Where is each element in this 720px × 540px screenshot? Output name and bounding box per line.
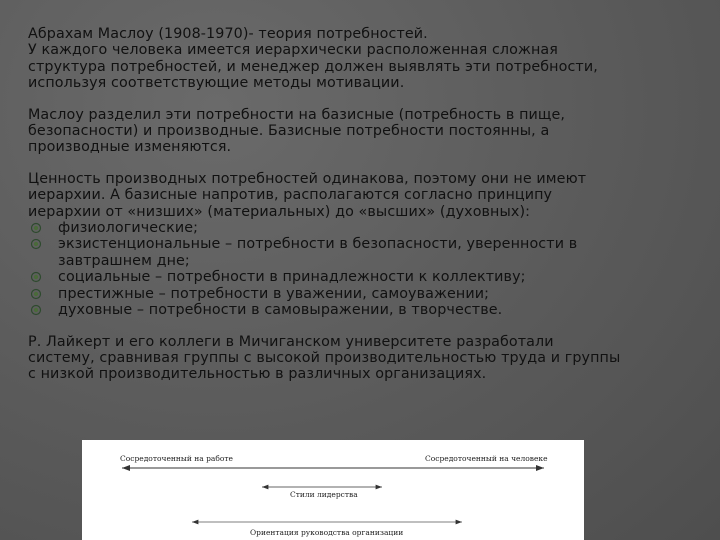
text-line: Маслоу разделил эти потребности на базисные (потребность в пище, bbox=[28, 106, 566, 123]
list-item-text: экзистенциональные – потребности в безопасности, уверенности в bbox=[58, 236, 578, 253]
text-line: производные изменяются. bbox=[28, 139, 232, 156]
figure-right-label: Сосредоточенный на человеке bbox=[425, 454, 548, 463]
list-item-text: физиологические; bbox=[58, 220, 199, 237]
circle-bullet-icon bbox=[30, 222, 42, 234]
slide-content bbox=[28, 26, 700, 398]
circle-bullet-icon bbox=[30, 288, 42, 300]
paragraph-likert bbox=[28, 334, 700, 383]
figure-left-label: Сосредоточенный на работе bbox=[120, 454, 233, 463]
list-item bbox=[28, 269, 700, 285]
text-line: Ценность производных потребностей одинакова, поэтому они не имеют bbox=[28, 170, 587, 187]
circle-bullet-icon bbox=[30, 304, 42, 316]
text-line: с низкой производительностью в различных организациях. bbox=[28, 366, 487, 383]
leadership-styles-figure bbox=[82, 440, 584, 540]
list-item bbox=[28, 236, 700, 269]
figure-center-label: Стили лидерства bbox=[290, 490, 358, 499]
text-line: безопасности) и производные. Базисные потребности постоянны, а bbox=[28, 123, 550, 140]
needs-list bbox=[28, 220, 700, 318]
circle-bullet-icon bbox=[30, 238, 42, 250]
text-line: структура потребностей, и менеджер должен выявлять эти потребности, bbox=[28, 58, 598, 75]
figure-bottom-label: Ориентация руководства организации bbox=[250, 528, 404, 537]
text-line: используя соответствующие методы мотивации. bbox=[28, 75, 405, 92]
text-line: У каждого человека имеется иерархически расположенная сложная bbox=[28, 42, 558, 59]
list-item bbox=[28, 220, 700, 236]
paragraph-maslow-intro bbox=[28, 26, 700, 92]
list-item-text: престижные – потребности в уважении, самоуважении; bbox=[58, 285, 490, 302]
list-item-text: духовные – потребности в самовыражении, в творчестве. bbox=[58, 302, 503, 319]
text-line: Абрахам Маслоу (1908-1970)- теория потребностей. bbox=[28, 26, 428, 42]
paragraph-hierarchy bbox=[28, 171, 700, 319]
paragraph-basic-derived bbox=[28, 107, 700, 156]
list-item bbox=[28, 286, 700, 302]
list-item-text: завтрашнем дне; bbox=[58, 252, 190, 269]
text-line: Р. Лайкерт и его коллеги в Мичиганском университете разработали bbox=[28, 333, 554, 350]
list-item bbox=[28, 302, 700, 318]
text-line: иерархии от «низших» (материальных) до «высших» (духовных): bbox=[28, 203, 531, 220]
list-item-text: социальные – потребности в принадлежности к коллективу; bbox=[58, 269, 526, 286]
text-line: систему, сравнивая группы с высокой производительностью труда и группы bbox=[28, 349, 621, 366]
circle-bullet-icon bbox=[30, 271, 42, 283]
text-line: иерархии. А базисные напротив, располагаются согласно принципу bbox=[28, 187, 553, 204]
